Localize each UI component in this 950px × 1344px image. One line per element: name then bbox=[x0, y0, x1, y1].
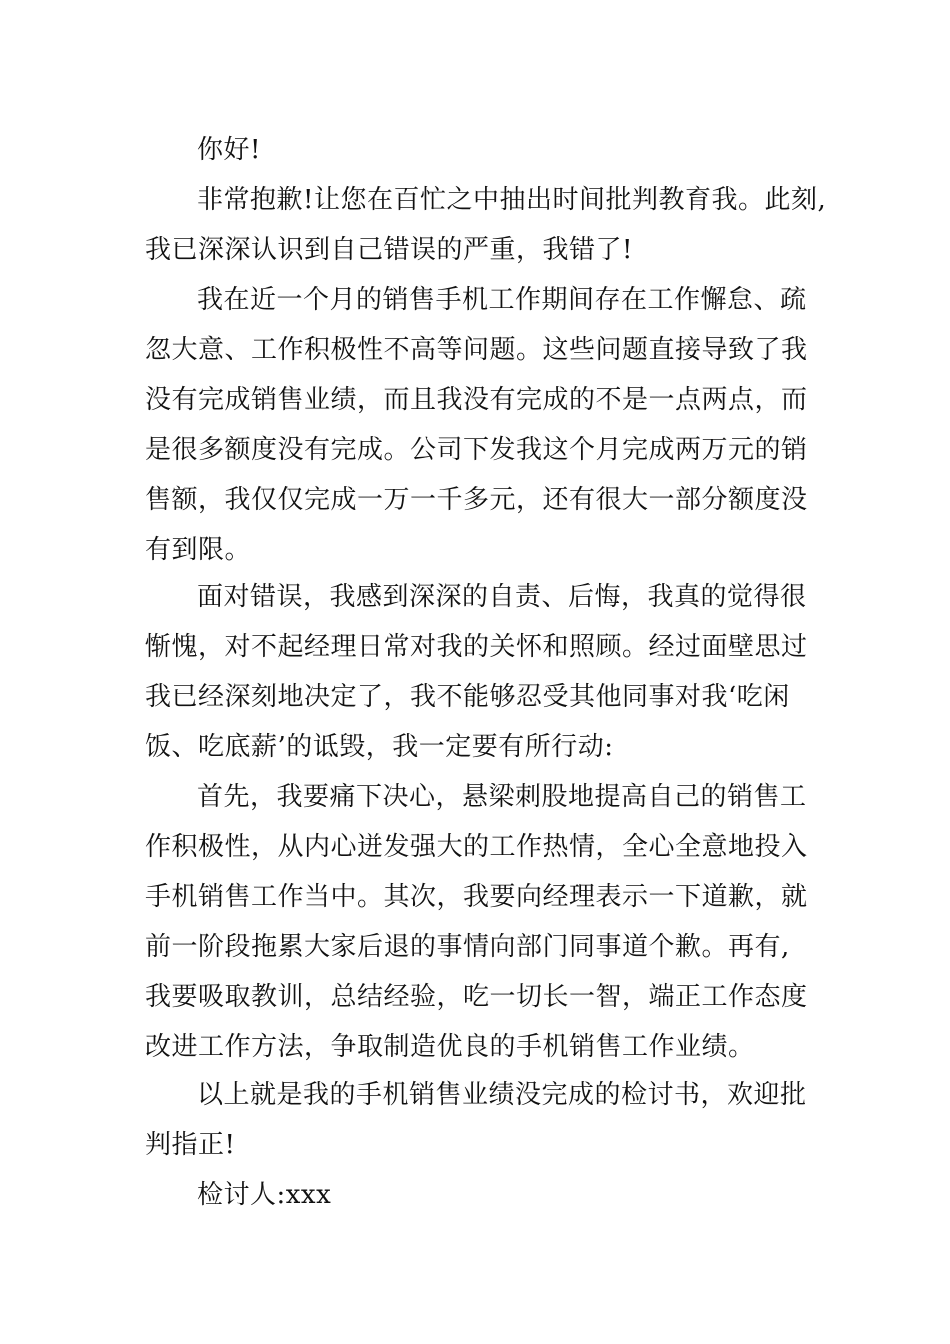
paragraph-line: 饭、吃底薪’的诋毁，我一定要有所行动: bbox=[145, 732, 614, 762]
paragraph-line: 面对错误，我感到深深的自责、后悔，我真的觉得很 bbox=[197, 582, 807, 612]
paragraph-line: 作积极性，从内心迸发强大的工作热情，全心全意地投入 bbox=[145, 832, 808, 862]
paragraph-line: 判指正! bbox=[145, 1130, 236, 1160]
signature: 检讨人:xxx bbox=[197, 1180, 332, 1210]
paragraph-line: 以上就是我的手机销售业绩没完成的检讨书，欢迎批 bbox=[197, 1080, 807, 1110]
paragraph-line: 我已经深刻地决定了，我不能够忍受其他同事对我‘吃闲 bbox=[145, 682, 790, 712]
paragraph-line: 忽大意、工作积极性不高等问题。这些问题直接导致了我 bbox=[145, 335, 808, 365]
paragraph-line: 售额，我仅仅完成一万一千多元，还有很大一部分额度没 bbox=[145, 485, 808, 515]
paragraph-line: 我已深深认识到自己错误的严重，我错了! bbox=[145, 235, 633, 265]
greeting: 你好! bbox=[197, 135, 261, 165]
paragraph-line: 有到限。 bbox=[145, 535, 252, 565]
paragraph-line: 是很多额度没有完成。公司下发我这个月完成两万元的销 bbox=[145, 435, 808, 465]
paragraph-line: 首先，我要痛下决心，悬梁刺股地提高自己的销售工 bbox=[197, 782, 807, 812]
paragraph-line: 前一阶段拖累大家后退的事情向部门同事道个歉。再有, bbox=[145, 932, 790, 962]
paragraph-line: 非常抱歉!让您在百忙之中抽出时间批判教育我。此刻, bbox=[197, 185, 827, 215]
paragraph-line: 没有完成销售业绩，而且我没有完成的不是一点两点，而 bbox=[145, 385, 808, 415]
paragraph-line: 我要吸取教训，总结经验，吃一切长一智，端正工作态度 bbox=[145, 982, 808, 1012]
paragraph-line: 改进工作方法，争取制造优良的手机销售工作业绩。 bbox=[145, 1032, 755, 1062]
paragraph-line: 我在近一个月的销售手机工作期间存在工作懈怠、疏 bbox=[197, 285, 807, 315]
paragraph-line: 手机销售工作当中。其次，我要向经理表示一下道歉，就 bbox=[145, 882, 808, 912]
paragraph-line: 惭愧，对不起经理日常对我的关怀和照顾。经过面壁思过 bbox=[145, 632, 808, 662]
